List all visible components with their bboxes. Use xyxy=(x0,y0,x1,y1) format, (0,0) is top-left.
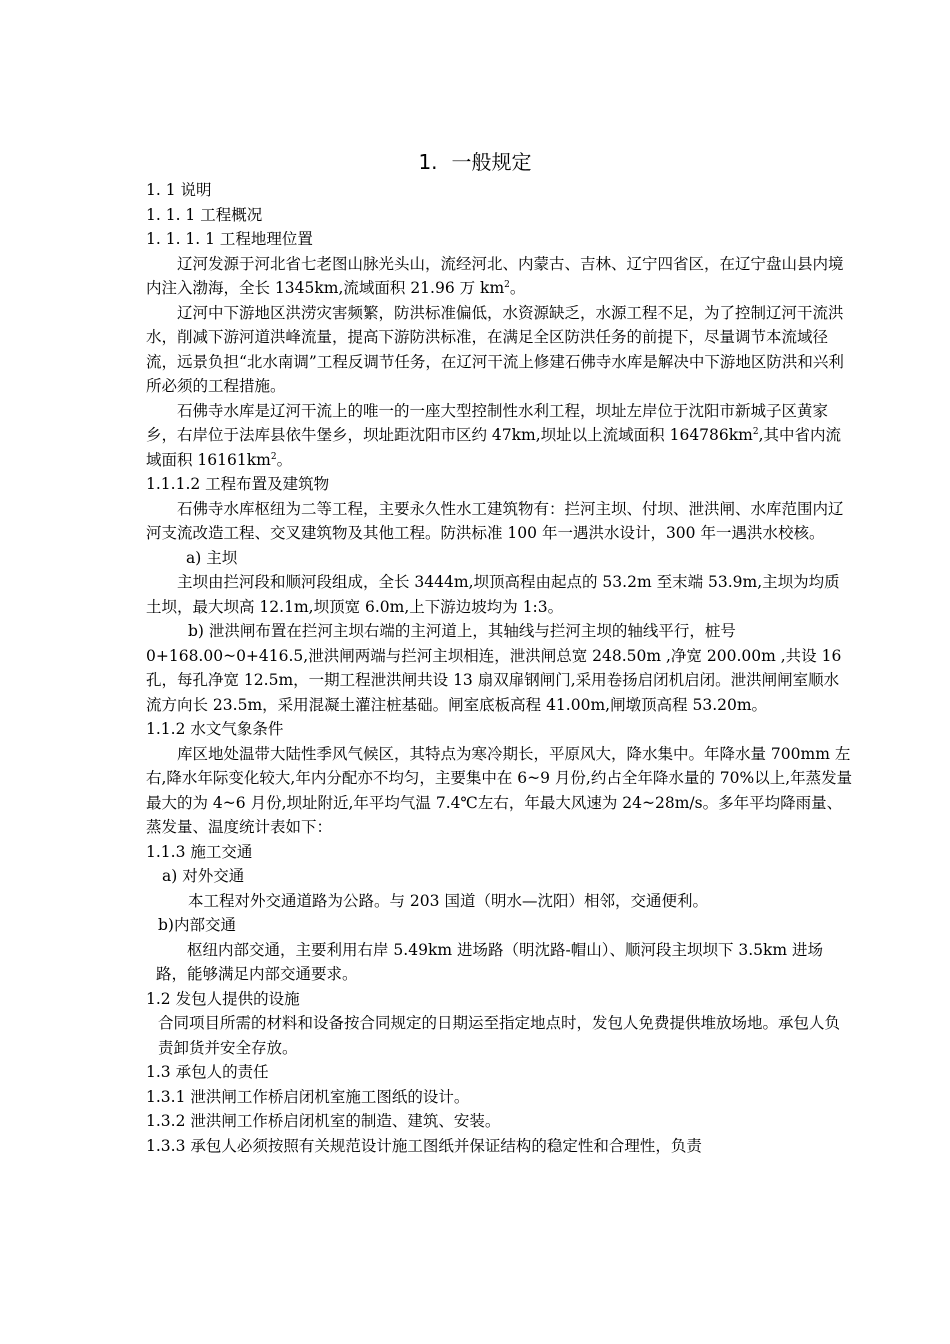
section-number: 1. xyxy=(418,150,438,174)
section-title-text: 一般规定 xyxy=(451,150,532,174)
heading-1-1-1: 1. 1. 1 工程概况 xyxy=(146,205,263,224)
heading-1-1-1-1: 1. 1. 1. 1 工程地理位置 xyxy=(146,230,313,248)
paragraph-internal-traffic: 枢纽内部交通，主要利用右岸 5.49km 进场路（明沈路-帽山）、顺河段主坝坝下 3.5km 进场路，能够满足内部交通要求。 xyxy=(156,940,824,983)
heading-1-1-3: 1.1.3 施工交通 xyxy=(146,842,253,861)
paragraph-sluice: b) 泄洪闸布置在拦河主坝右端的主河道上，其轴线与拦河主坝的轴线平行，桩号 0+168.00~0+416.5,泄洪闸两端与拦河主坝相连，泄洪闸总宽 248.50m ,净宽 200.00m ,共设 16 孔，每孔净宽 12.5m，一期工程泄洪闸共设 13 扇双扉钢闸门,采用卷扬启闭机启闭。泄洪闸闸室顺水流方向长 23.5m，采用混凝土灌注桩基础。闸室底板高程 41.00m,闸墩顶高程 53.20m。 xyxy=(146,622,842,714)
heading-1-1-1-2: 1.1.1.2 工程布置及建筑物 xyxy=(146,475,330,493)
document-body xyxy=(146,178,854,1158)
heading-1-1-2: 1.1.2 水文气象条件 xyxy=(146,720,284,738)
item-1-3-2: 1.3.2 泄洪闸工作桥启闭机室的制造、建筑、安装。 xyxy=(146,1112,501,1130)
item-main-dam: a) 主坝 xyxy=(186,548,238,567)
item-external-traffic: a) 对外交通 xyxy=(162,867,245,885)
heading-1-2: 1.2 发包人提供的设施 xyxy=(146,989,300,1008)
paragraph-reservoir-location: 石佛寺水库是辽河干流上的唯一的一座大型控制性水利工程，坝址左岸位于沈阳市新城子区黄家乡，右岸位于法库县依牛堡乡，坝址距沈阳市区约 47km,坝址以上流域面积 $164786km^2$,其中省内流域面积 $16161km^2$。 xyxy=(146,401,842,469)
item-1-3-1: 1.3.1 泄洪闸工作桥启闭机室施工图纸的设计。 xyxy=(146,1087,470,1106)
item-1-3-3: 1.3.3 承包人必须按照有关规范设计施工图纸并保证结构的稳定性和合理性，负责 xyxy=(146,1136,702,1155)
paragraph-employer-facilities: 合同项目所需的材料和设备按合同规定的日期运至指定地点时，发包人免费提供堆放场地。承包人负责卸货并安全存放。 xyxy=(158,1014,841,1057)
paragraph-main-dam: 主坝由拦河段和顺河段组成，全长 3444m,坝顶高程由起点的 53.2m 至末端 53.9m,主坝为均质土坝，最大坝高 12.1m,坝顶宽 6.0m,上下游边坡均为 1:3。 xyxy=(146,573,840,616)
paragraph-flood-control: 辽河中下游地区洪涝灾害频繁，防洪标准偏低，水资源缺乏，水源工程不足，为了控制辽河干流洪水，削减下游河道洪峰流量，提高下游防洪标准，在满足全区防洪任务的前提下，尽量调节本流域径流，远景负担“北水南调”工程反调节任务，在辽河干流上修建石佛寺水库是解决中下游地区防洪和兴利所必须的工程措施。 xyxy=(146,303,844,395)
paragraph-climate: 库区地处温带大陆性季风气候区，其特点为寒冷期长，平原风大，降水集中。年降水量 700mm 左右,降水年际变化较大,年内分配亦不均匀，主要集中在 6~9 月份,约占全年降水量的 70%以上,年蒸发量最大的为 4~6 月份,坝址附近,年平均气温 7.4℃左右，年最大风速为 24~28m/s。多年平均降雨量、蒸发量、温度统计表如下： xyxy=(146,744,853,836)
heading-1-3: 1.3 承包人的责任 xyxy=(146,1063,269,1081)
heading-1-1: 1. 1 说明 xyxy=(146,181,212,199)
section-title xyxy=(0,148,950,176)
paragraph-external-traffic: 本工程对外交通道路为公路。与 203 国道（明水—沈阳）相邻，交通便利。 xyxy=(188,891,708,910)
item-internal-traffic: b)内部交通 xyxy=(158,916,236,934)
paragraph-project-layout: 石佛寺水库枢纽为二等工程，主要永久性水工建筑物有：拦河主坝、付坝、泄洪闸、水库范围内辽河支流改造工程、交叉建筑物及其他工程。防洪标准 100 年一遇洪水设计，300 年一遇洪水校核。 xyxy=(146,499,844,542)
paragraph-liaohe-source: 辽河发源于河北省七老图山脉光头山，流经河北、内蒙古、吉林、辽宁四省区，在辽宁盘山县内境内注入渤海，全长 1345km,流域面积 21.96 万 $km^2$。 xyxy=(146,254,844,297)
